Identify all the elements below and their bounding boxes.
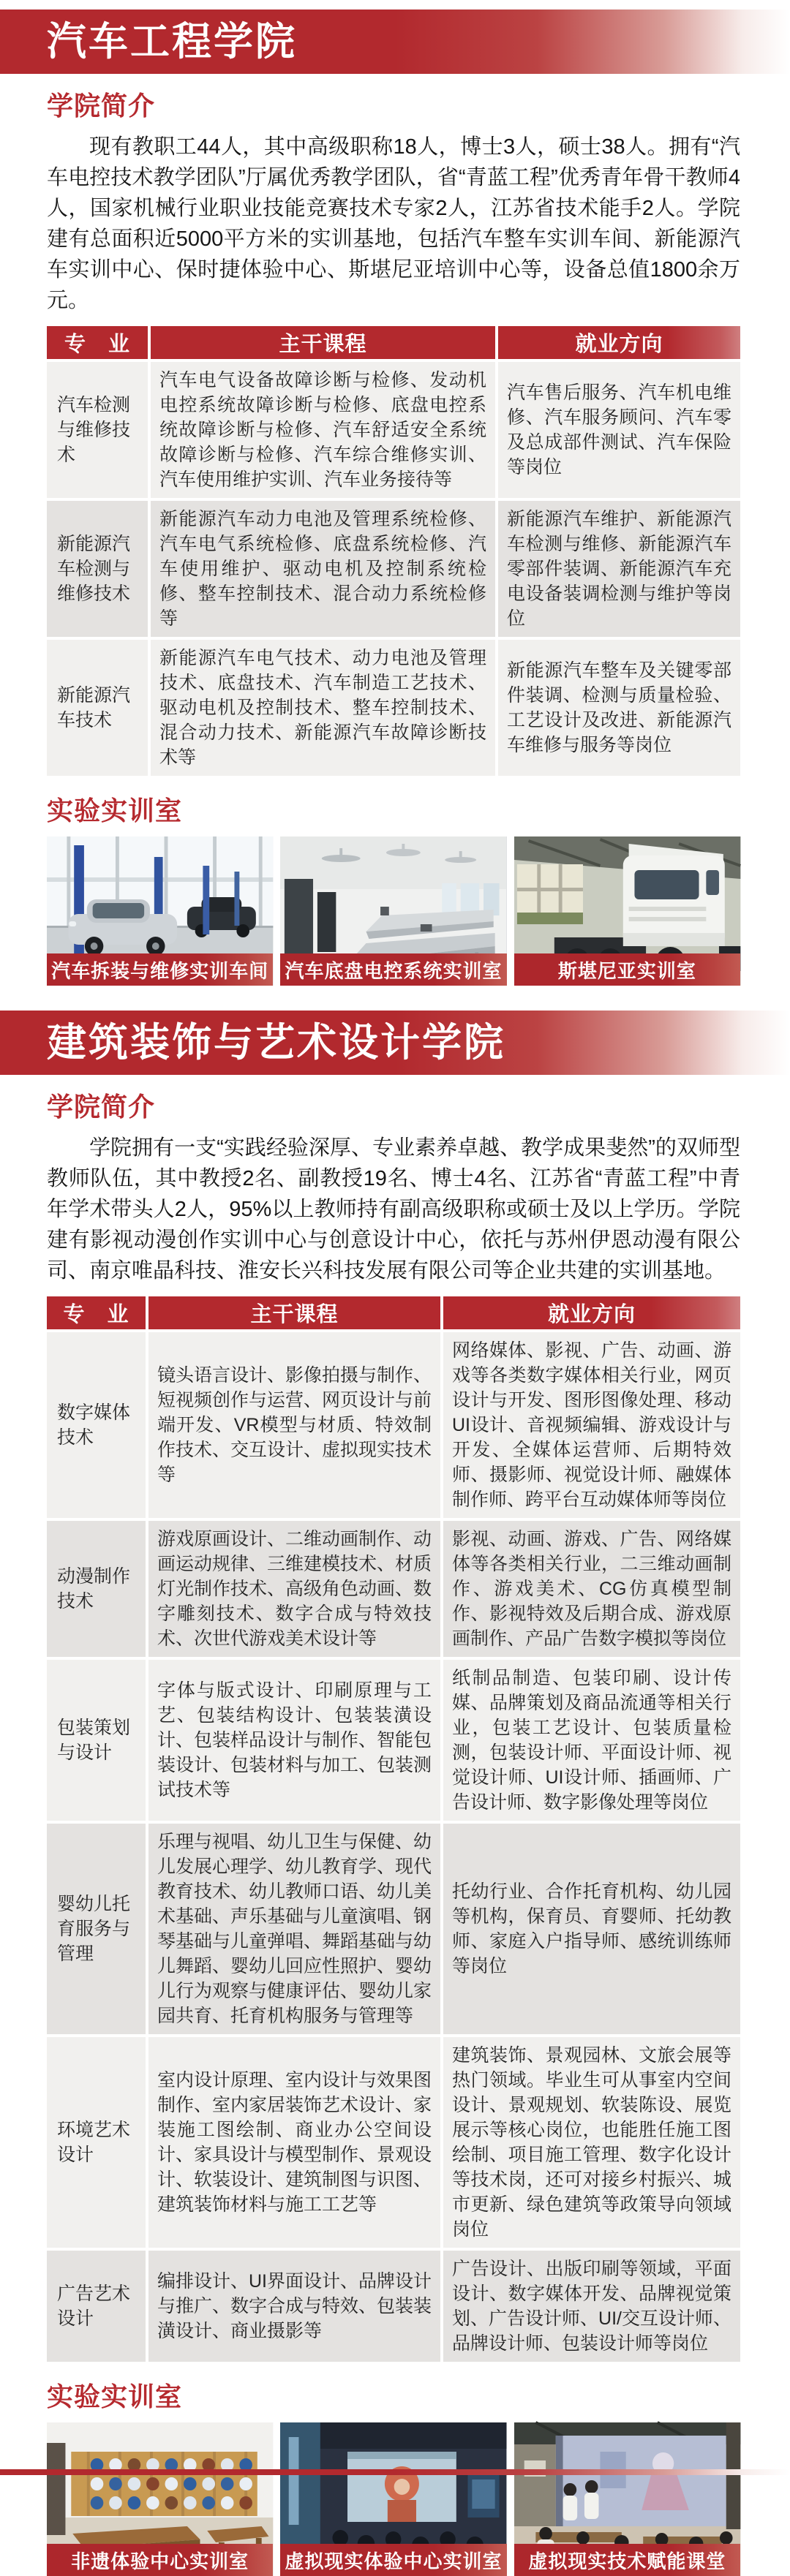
- jobs-cell: 影视、动画、游戏、广告、网络媒体等各类相关行业，二三维动画制作、游戏美术、CG仿真模型制作、影视特效及后期合成、游戏原画制作、产品广告数字模拟等岗位: [443, 1521, 740, 1657]
- major-name-cell: 包装策划与设计: [47, 1660, 146, 1821]
- courses-cell: 游戏原画设计、二维动画制作、动画运动规律、三维建模技术、材质灯光制作技术、高级角色动画、数字雕刻技术、数字合成与特效技术、次世代游戏美术设计等: [148, 1521, 440, 1657]
- art-design-intro-heading: 学院简介: [47, 1092, 156, 1122]
- automotive-college-banner: [0, 10, 790, 74]
- art-design-labs-heading: 实验实训室: [47, 2382, 183, 2411]
- major-name-cell: 汽车检测与维修技术: [47, 362, 148, 498]
- major-name-cell: 新能源汽车技术: [47, 640, 148, 776]
- courses-cell: 镜头语言设计、影像拍摄与制作、短视频创作与运营、网页设计与前端开发、VR模型与材质、特效制作技术、交互设计、虚拟现实技术等: [148, 1332, 440, 1518]
- jobs-cell: 托幼行业、合作托育机构、幼儿园等机构，保育员、育婴师、托幼教师、家庭入户指导师、感统训练师等岗位: [443, 1824, 740, 2034]
- photo-intangible-heritage-center: [47, 2422, 273, 2576]
- photo-caption: 汽车拆装与维修实训车间: [47, 953, 273, 986]
- photo-caption: 虚拟现实技术赋能课堂: [514, 2544, 740, 2576]
- courses-cell: 汽车电气设备故障诊断与检修、发动机电控系统故障诊断与检修、底盘电控系统故障诊断与检修、汽车舒适安全系统故障诊断与检修、汽车综合维修实训、汽车使用维护实训、汽车业务接待等: [151, 362, 495, 498]
- courses-cell: 新能源汽车动力电池及管理系统检修、汽车电气系统检修、底盘系统检修、汽车使用维护、驱动电机及控制系统检修、整车控制技术、混合动力系统检修等: [151, 501, 495, 637]
- column-header-jobs: 就业方向: [498, 326, 740, 359]
- column-header-major: 专 业: [47, 1296, 146, 1329]
- photo-vr-enabled-classroom: [514, 2422, 740, 2576]
- automotive-labs-heading: 实验实训室: [47, 796, 183, 826]
- major-name-cell: 动漫制作技术: [47, 1521, 146, 1657]
- photo-caption: 虚拟现实体验中心实训室: [280, 2544, 506, 2576]
- courses-cell: 乐理与视唱、幼儿卫生与保健、幼儿发展心理学、幼儿教育学、现代教育技术、幼儿教师口语、幼儿美术基础、声乐基础与儿童演唱、钢琴基础与儿童弹唱、舞蹈基础与幼儿舞蹈、婴幼儿回应性照护、婴幼儿行为观察与健康评估、婴幼儿家园共育、托育机构服务与管理等: [148, 1824, 440, 2034]
- art-design-majors-table: [47, 1296, 740, 2362]
- photo-caption: 斯堪尼亚实训室: [514, 953, 740, 986]
- art-design-college-banner: [0, 1011, 790, 1075]
- art-design-intro-paragraph: 学院拥有一支“实践经验深厚、专业素养卓越、教学成果斐然”的双师型教师队伍，其中教授2名、副教授19名、博士4名、江苏省“青蓝工程”中青年学术带头人2人，95%以上教师持有副高级职称或硕士及以上学历。学院建有影视动漫创作实训中心与创意设计中心，依托与苏州伊恩动漫有限公司、南京唯晶科技、淮安长兴科技发展有限公司等企业共建的实训基地。: [47, 1136, 740, 1283]
- major-name-cell: 新能源汽车检测与维修技术: [47, 501, 148, 637]
- photo-scania-truck-lab: [514, 836, 740, 986]
- jobs-cell: 建筑装饰、景观园林、文旅会展等热门领域。毕业生可从事室内空间设计、景观规划、软装陈设、展览展示等核心岗位，也能胜任施工图绘制、项目施工管理、数字化设计等技术岗，还可对接乡村振兴、城市更新、绿色建筑等政策导向领域岗位: [443, 2037, 740, 2248]
- automotive-lab-photos: [47, 836, 740, 986]
- jobs-cell: 新能源汽车维护、新能源汽车检测与维修、新能源汽车零部件装调、新能源汽车充电设备装调检测与维护等岗位: [498, 501, 740, 637]
- major-name-cell: 广告艺术设计: [47, 2251, 146, 2362]
- photo-vr-experience-center: [280, 2422, 506, 2576]
- courses-cell: 字体与版式设计、印刷原理与工艺、包装结构设计、包装装潢设计、包装样品设计与制作、智能包装设计、包装材料与加工、包装测试技术等: [148, 1660, 440, 1821]
- jobs-cell: 广告设计、出版印刷等领域，平面设计、数字媒体开发、品牌视觉策划、广告设计师、UI/交互设计师、品牌设计师、包装设计师等岗位: [443, 2251, 740, 2362]
- next-section-banner-edge: [0, 2469, 790, 2475]
- column-header-jobs: 就业方向: [443, 1296, 740, 1329]
- photo-chassis-electronic-control-lab: [280, 836, 506, 986]
- jobs-cell: 汽车售后服务、汽车机电维修、汽车服务顾问、汽车零及总成部件测试、汽车保险等岗位: [498, 362, 740, 498]
- photo-caption: 非遗体验中心实训室: [47, 2544, 273, 2576]
- photo-caption: 汽车底盘电控系统实训室: [280, 953, 506, 986]
- courses-cell: 室内设计原理、室内设计与效果图制作、室内家居装饰艺术设计、家装施工图绘制、商业办公空间设计、家具设计与模型制作、景观设计、软装设计、建筑制图与识图、建筑装饰材料与施工工艺等: [148, 2037, 440, 2248]
- jobs-cell: 纸制品制造、包装印刷、设计传媒、品牌策划及商品流通等相关行业，包装工艺设计、包装质量检测，包装设计师、平面设计师、视觉设计师、UI设计师、插画师、广告设计师、数字影像处理等岗位: [443, 1660, 740, 1821]
- section-art-design-college: [0, 1011, 790, 2576]
- automotive-majors-table: [47, 326, 740, 776]
- courses-cell: 新能源汽车电气技术、动力电池及管理技术、底盘技术、汽车制造工艺技术、驱动电机及控制技术、整车控制技术、混合动力技术、新能源汽车故障诊断技术等: [151, 640, 495, 776]
- major-name-cell: 环境艺术设计: [47, 2037, 146, 2248]
- section-automotive-college: [0, 10, 790, 986]
- automotive-intro-paragraph: 现有教职工44人，其中高级职称18人，博士3人，硕士38人。拥有“汽车电控技术教学团队”厅属优秀教学团队，省“青蓝工程”优秀青年骨干教师4人，国家机械行业职业技能竞赛技术专家2人，江苏省技术能手2人。学院建有总面积近5000平方米的实训基地，包括汽车整车实训车间、新能源汽车实训中心、保时捷体验中心、斯堪尼亚培训中心等，设备总值1800余万元。: [47, 135, 740, 312]
- brochure-page: [0, 10, 790, 2572]
- automotive-college-title: 汽车工程学院: [47, 20, 297, 64]
- art-design-college-title: 建筑装饰与艺术设计学院: [47, 1021, 505, 1065]
- column-header-courses: 主干课程: [151, 326, 495, 359]
- jobs-cell: 新能源汽车整车及关键零部件装调、检测与质量检验、工艺设计及改进、新能源汽车维修与服务等岗位: [498, 640, 740, 776]
- art-design-lab-photos: [47, 2422, 740, 2576]
- courses-cell: 编排设计、UI界面设计、品牌设计与推广、数字合成与特效、包装装潢设计、商业摄影等: [148, 2251, 440, 2362]
- major-name-cell: 数字媒体技术: [47, 1332, 146, 1518]
- major-name-cell: 婴幼儿托育服务与管理: [47, 1824, 146, 2034]
- jobs-cell: 网络媒体、影视、广告、动画、游戏等各类数字媒体相关行业，网页设计与开发、图形图像处理、移动UI设计、音视频编辑、游戏设计与开发、全媒体运营师、后期特效师、摄影师、视觉设计师、融媒体制作师、跨平台互动媒体师等岗位: [443, 1332, 740, 1518]
- column-header-major: 专 业: [47, 326, 148, 359]
- column-header-courses: 主干课程: [148, 1296, 440, 1329]
- automotive-intro-heading: 学院简介: [47, 91, 156, 121]
- photo-auto-disassembly-workshop: [47, 836, 273, 986]
